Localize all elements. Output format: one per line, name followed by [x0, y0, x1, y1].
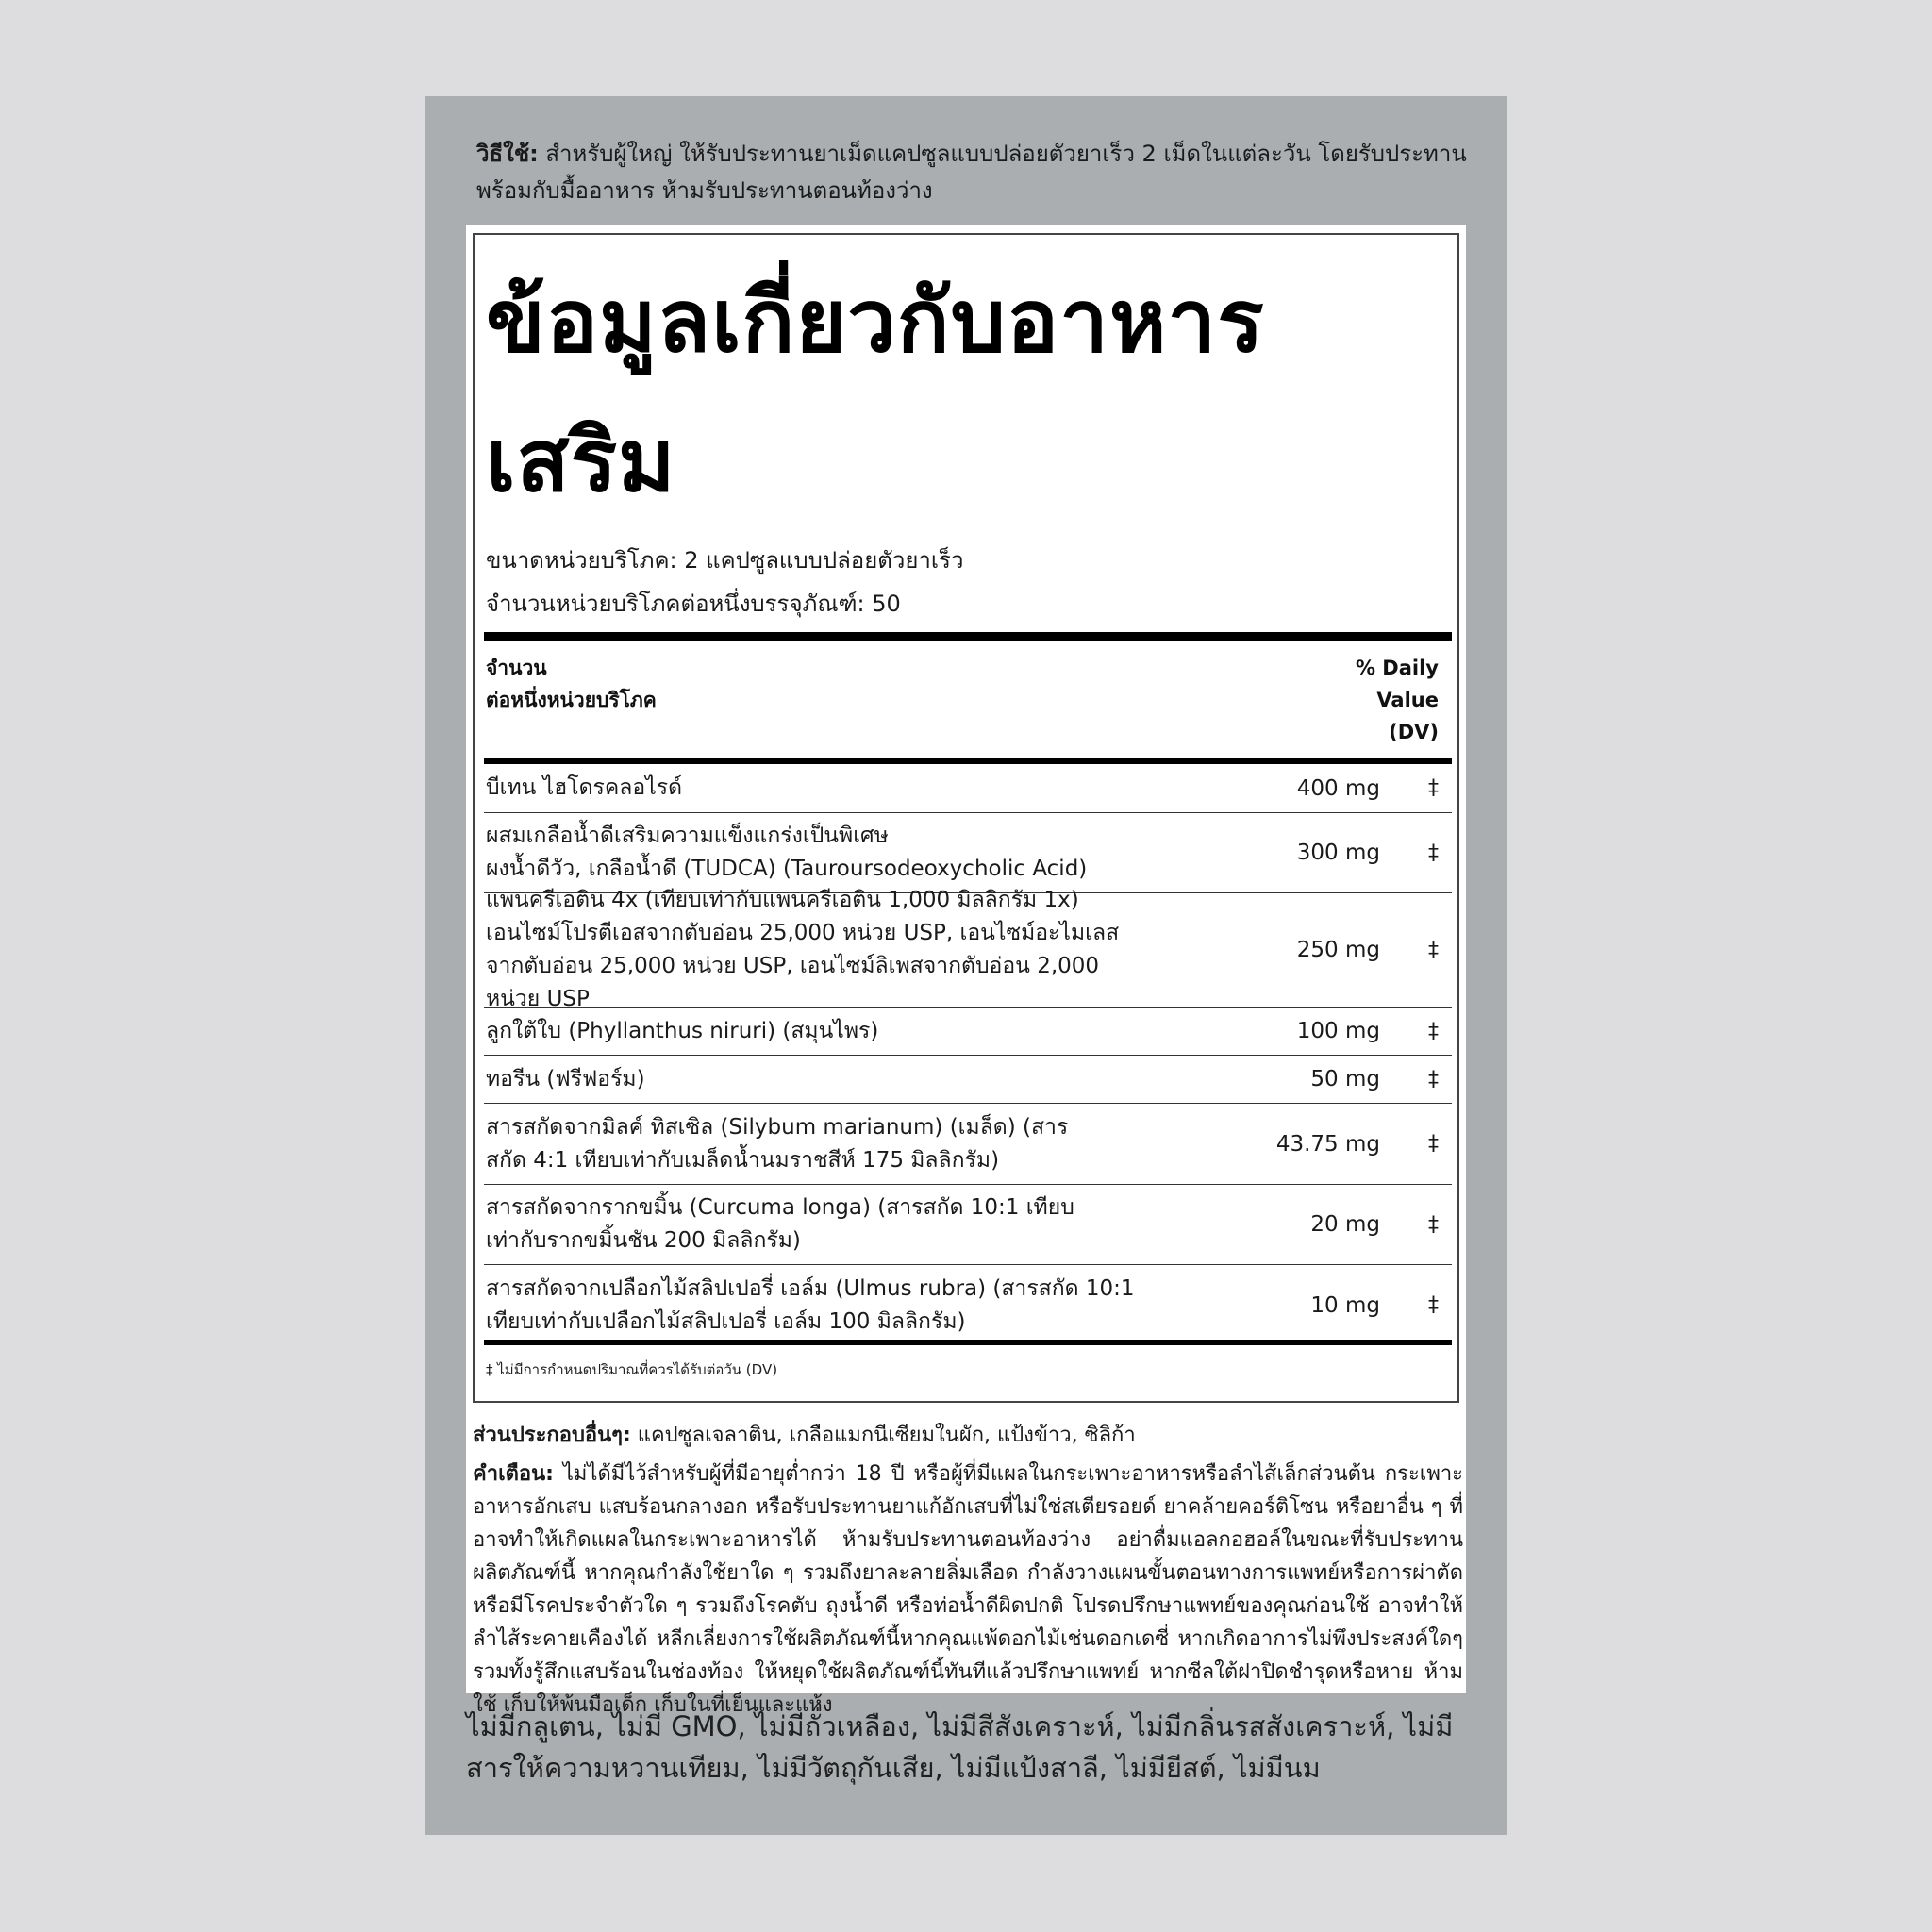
- ingredient-dv: ‡: [1428, 1293, 1439, 1317]
- amount-header-line2: ต่อหนึ่งหน่วยบริโภค: [486, 689, 657, 711]
- directions-text: สำหรับผู้ใหญ่ ให้รับประทานยาเม็ดแคปซูลแบบปล่อยตัวยาเร็ว 2 เม็ดในแต่ละวัน โดยรับประทานพร้อมกับมื้ออาหาร ห้ามรับประทานตอนท้องว่าง: [476, 141, 1467, 204]
- free-from-statement: ไม่มีกลูเตน, ไม่มี GMO, ไม่มีถั่วเหลือง, ไม่มีสีสังเคราะห์, ไม่มีกลิ่นรสสังเคราะห์, ไม่มีสารให้ความหวานเทียม, ไม่มีวัตถุกันเสีย, ไม่มีแป้งสาลี, ไม่มียีสต์, ไม่มีนม: [466, 1710, 1454, 1784]
- ingredient-name: บีเทน ไฮโดรคลอไรด์: [486, 775, 683, 800]
- divider-thick: [484, 1340, 1452, 1345]
- ingredient-dv: ‡: [1428, 776, 1439, 800]
- supplement-facts-box: [473, 233, 1459, 1403]
- ingredient-amount: 300 mg: [1296, 841, 1380, 865]
- directions-label: วิธีใช้:: [476, 141, 539, 167]
- divider-thick: [484, 632, 1452, 641]
- table-row: [484, 1104, 1452, 1185]
- other-ingredients-label: ส่วนประกอบอื่นๆ:: [473, 1424, 631, 1447]
- ingredient-rows: [484, 764, 1452, 1345]
- ingredient-amount: 50 mg: [1310, 1067, 1380, 1091]
- ingredient-dv: ‡: [1428, 1132, 1439, 1156]
- ingredient-dv: ‡: [1428, 1019, 1439, 1043]
- ingredient-amount: 10 mg: [1310, 1292, 1380, 1318]
- facts-area: [466, 225, 1466, 1717]
- table-row: [484, 1185, 1452, 1265]
- other-ingredients: [473, 1420, 1463, 1452]
- ingredient-name: แพนครีเอติน 4x (เทียบเท่ากับแพนครีเอติน 1,000 มิลลิกรัม 1x) เอนไซม์โปรตีเอสจากตับอ่อน 25,000 หน่วย USP, เอนไซม์อะไมเลสจากตับอ่อน 25,000 หน่วย USP, เอนไซม์ลิเพสจากตับอ่อน 2,000 หน่วย USP: [486, 888, 1120, 1011]
- ingredient-amount: 20 mg: [1310, 1212, 1380, 1237]
- label-panel: [425, 96, 1507, 1835]
- warning-text: ไม่ได้มีไว้สำหรับผู้ที่มีอายุต่ำกว่า 18 ปี หรือผู้ที่มีแผลในกระเพาะอาหารหรือลำไส้เล็กส่วนต้น กระเพาะอาหารอักเสบ แสบร้อนกลางอก หรือรับประทานยาแก้อักเสบที่ไม่ใช่สเตียรอยด์ ยาคล้ายคอร์ติโซน หรือยาอื่น ๆ ที่อาจทำให้เกิดแผลในกระเพาะอาหารได้ ห้ามรับประทานตอนท้องว่าง อย่าดื่มแอลกอฮอล์ในขณะที่รับประทานผลิตภัณฑ์นี้ หากคุณกำลังใช้ยาใด ๆ รวมถึงยาละลายลิ่มเลือด กำลังวางแผนขั้นตอนทางการแพทย์หรือการผ่าตัด หรือมีโรคประจำตัวใด ๆ รวมถึงโรคตับ ถุงน้ำดี หรือท่อน้ำดีผิดปกติ โปรดปรึกษาแพทย์ของคุณก่อนใช้ อาจทำให้ลำไส้ระคายเคืองได้ หลีกเลี่ยงการใช้ผลิตภัณฑ์นี้หากคุณแพ้ดอกไม้เช่นดอกเดซี่ หากเกิดอาการไม่พึงประสงค์ใดๆ รวมทั้งรู้สึกแสบร้อนในช่องท้อง ให้หยุดใช้ผลิตภัณฑ์นี้ทันทีแล้วปรึกษาแพทย์ หากซีลใต้ฝาปิดชำรุดหรือหาย ห้ามใช้ เก็บให้พ้นมือเด็ก เก็บในที่เย็นและแห้ง: [473, 1462, 1463, 1717]
- table-row: [484, 1008, 1452, 1056]
- dv-header-line1: % Daily: [1355, 657, 1439, 679]
- dv-header-line3: (DV): [1389, 721, 1439, 743]
- ingredient-name: ลูกใต้ใบ (Phyllanthus niruri) (สมุนไพร): [486, 1018, 879, 1043]
- ingredient-amount: 250 mg: [1296, 938, 1380, 962]
- table-row: [484, 764, 1452, 813]
- serving-size: ขนาดหน่วยบริโภค: 2 แคปซูลแบบปล่อยตัวยาเร็ว: [486, 547, 964, 574]
- table-row: [484, 1265, 1452, 1345]
- dv-footnote: ‡ ไม่มีการกำหนดปริมาณที่ควรได้รับต่อวัน (DV): [486, 1361, 778, 1378]
- ingredient-dv: ‡: [1428, 1067, 1439, 1091]
- ingredient-amount: 43.75 mg: [1275, 1131, 1380, 1157]
- ingredient-name: สารสกัดจากเปลือกไม้สลิปเปอรี่ เอล์ม (Ulmus rubra) (สารสกัด 10:1 เทียบเท่ากับเปลือกไม้สลิปเปอรี่ เอล์ม 100 มิลลิกรัม): [486, 1275, 1135, 1334]
- ingredient-dv: ‡: [1428, 938, 1439, 962]
- ingredient-dv: ‡: [1428, 1212, 1439, 1237]
- ingredient-amount: 400 mg: [1296, 775, 1380, 801]
- dv-header-line2: Value: [1376, 689, 1439, 711]
- ingredient-name: ทอรีน (ฟรีฟอร์ม): [486, 1066, 645, 1091]
- amount-header-line1: จำนวน: [486, 657, 547, 679]
- warning-label: คำเตือน:: [473, 1462, 554, 1486]
- ingredient-name: ผสมเกลือน้ำดีเสริมความแข็งแกร่งเป็นพิเศษ ผงน้ำดีวัว, เกลือน้ำดี (TUDCA) (Tauroursodeoxycholic Acid): [486, 824, 1088, 881]
- ingredient-dv: ‡: [1428, 841, 1439, 865]
- ingredient-name: สารสกัดจากมิลค์ ทิสเซิล (Silybum marianum) (เมล็ด) (สารสกัด 4:1 เทียบเท่ากับเมล็ดน้ำนมราชสีห์ 175 มิลลิกรัม): [486, 1114, 1069, 1173]
- table-row: [484, 888, 1452, 1011]
- table-row: [484, 813, 1452, 893]
- facts-title: ข้อมูลเกี่ยวกับอาหารเสริม: [486, 271, 1265, 511]
- dv-header: [1356, 652, 1439, 748]
- warning: [473, 1457, 1463, 1722]
- ingredient-name: สารสกัดจากรากขมิ้น (Curcuma longa) (สารสกัด 10:1 เทียบเท่ากับรากขมิ้นชัน 200 มิลลิกรัม): [486, 1195, 1074, 1253]
- table-row: [484, 1056, 1452, 1104]
- directions: [476, 136, 1467, 209]
- other-ingredients-text: แคปซูลเจลาติน, เกลือแมกนีเซียมในผัก, แป้งข้าว, ซิลิก้า: [630, 1424, 1136, 1447]
- ingredient-amount: 100 mg: [1296, 1019, 1380, 1043]
- servings-per-container: จำนวนหน่วยบริโภคต่อหนึ่งบรรจุภัณฑ์: 50: [486, 591, 901, 617]
- amount-header: [486, 652, 657, 716]
